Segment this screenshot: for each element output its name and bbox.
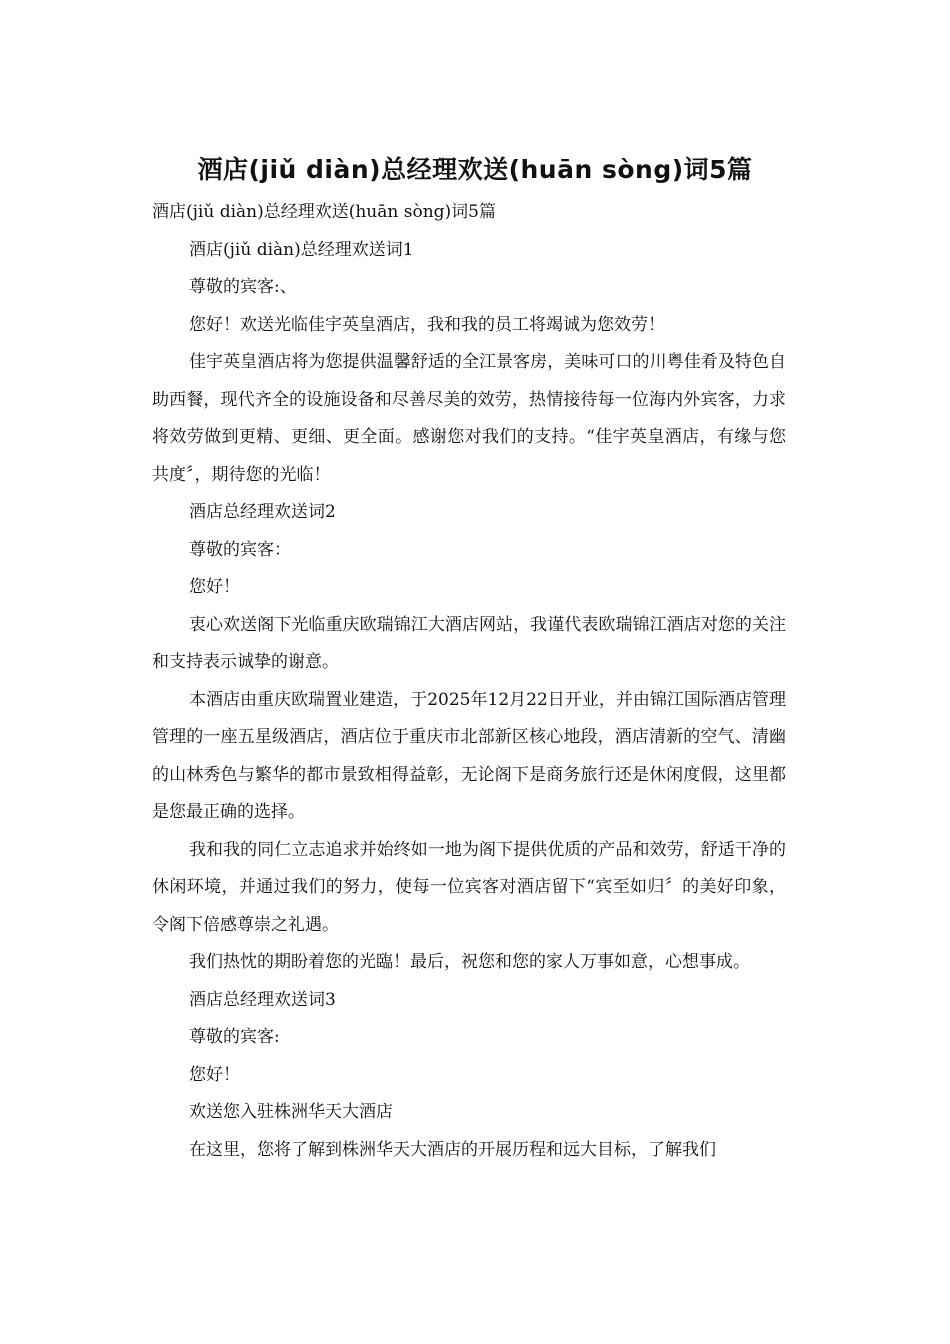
paragraph: 酒店总经理欢送词3 bbox=[189, 989, 336, 1010]
paragraph: 尊敬的宾客: bbox=[189, 1027, 280, 1047]
paragraph: 我和我的同仁立志追求并始终如一地为阁下提供优质的产品和效劳，舒适干净的休闲环境，并通过我们的努力，使每一位宾客对酒店留下“宾至如归〞的美好印象，令阁下倍感尊崇之礼遇。 bbox=[152, 839, 786, 935]
paragraph: 本酒店由重庆欧瑞置业建造，于2025年12月22日开业，并由锦江国际酒店管理管理的一座五星级酒店，酒店位于重庆市北部新区核心地段，酒店清新的空气、清幽的山林秀色与繁华的都市景致相得益彰，无论阁下是商务旅行还是休闲度假，这里都是您最正确的选择。 bbox=[152, 689, 786, 822]
paragraph: 酒店(jiǔ diàn)总经理欢送词1 bbox=[189, 239, 414, 260]
paragraph: 尊敬的宾客： bbox=[189, 539, 291, 560]
paragraph: 衷心欢送阁下光临重庆欧瑞锦江大酒店网站，我谨代表欧瑞锦江酒店对您的关注和支持表示诚挚的谢意。 bbox=[152, 614, 786, 672]
paragraph: 欢送您入驻株洲华天大酒店 bbox=[189, 1102, 393, 1122]
paragraph: 您好！欢送光临佳宇英皇酒店，我和我的员工将竭诚为您效劳！ bbox=[189, 314, 665, 335]
paragraph: 佳宇英皇酒店将为您提供温馨舒适的全江景客房，美味可口的川粤佳肴及特色自助西餐，现代齐全的设施设备和尽善尽美的效劳，热情接待每一位海内外宾客，力求将效劳做到更精、更细、更全面。感谢您对我们的支持。“佳宇英皇酒店，有缘与您共度〞，期待您的光临！ bbox=[152, 352, 786, 485]
paragraph: 酒店总经理欢送词2 bbox=[189, 502, 336, 522]
paragraph: 尊敬的宾客:、 bbox=[189, 277, 297, 297]
paragraph: 酒店(jiǔ diàn)总经理欢送(huān sòng)词5篇 bbox=[152, 202, 496, 222]
paragraph: 您好！ bbox=[189, 1064, 240, 1085]
document-title: 酒店(jiǔ diàn)总经理欢送(huān sòng)词5篇 bbox=[197, 155, 753, 184]
paragraph: 我们热忱的期盼着您的光臨！最后，祝您和您的家人万事如意，心想事成。 bbox=[189, 952, 750, 972]
paragraph: 在这里，您将了解到株洲华天大酒店的开展历程和远大目标，了解我们 bbox=[189, 1139, 716, 1160]
paragraph: 您好！ bbox=[189, 577, 240, 597]
document-body bbox=[152, 194, 786, 1169]
